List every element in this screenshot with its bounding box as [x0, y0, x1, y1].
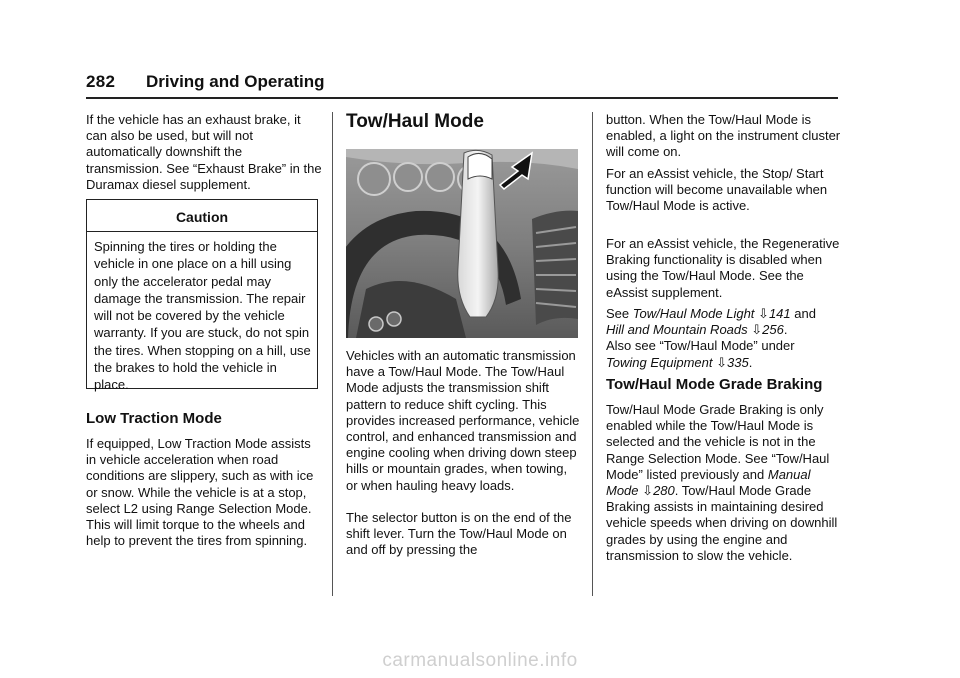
- shift-lever-photo: [346, 149, 578, 338]
- caution-title: Caution: [175, 209, 229, 225]
- page-ref-icon: ⇩: [716, 354, 728, 370]
- grade-braking-heading: Tow/Haul Mode Grade Braking: [606, 376, 823, 393]
- ref-page-280[interactable]: 280: [653, 483, 675, 499]
- grade-braking-text-2: Tow/Haul Mode Grade Braking assists in maintaining desired vehicle speeds when driving on downhill grades by using the engine and transmission to slow the vehicle.: [606, 483, 838, 563]
- page-ref-icon: ⇩: [758, 306, 769, 321]
- grade-braking-paragraph: Tow/Haul Mode Grade Braking is only enabled while the Tow/Haul Mode is selected and the vehicle is not in the Range Selection Mode. See “Tow/Haul Mode” listed previously and Manual Mode ⇩280. Tow/Haul Mode Grade Braking assists in maintaining desired vehicle speeds when driving on downhill grades by using the engine and transmission to slow the vehicle.: [606, 402, 838, 563]
- ref-page-141[interactable]: 141: [768, 306, 791, 321]
- eassist-stop-start-paragraph: For an eAssist vehicle, the Stop/ Start function will become unavailable when Tow/Haul Mode is active.: [606, 166, 828, 214]
- ref-tow-haul-mode-light-link[interactable]: Tow/Haul Mode Light: [632, 306, 755, 321]
- ref-page-256[interactable]: 256: [762, 322, 784, 338]
- page-number: 282: [86, 72, 116, 91]
- watermark: carmanualsonline.info: [382, 650, 578, 671]
- ref-manual-mode-link[interactable]: Manual Mode: [606, 466, 811, 499]
- header-rule: [86, 97, 838, 99]
- low-traction-mode-heading: Low Traction Mode: [86, 410, 222, 427]
- tow-haul-paragraph-2: The selector button is on the end of the shift lever. Turn the Tow/Haul Mode on and off by pressing the: [346, 510, 572, 558]
- low-traction-mode-paragraph: If equipped, Low Traction Mode assists in vehicle acceleration when road conditions are slippery, such as with ice or snow. While the vehicle is at a stop, select L2 using Range Selection Mode. This will limit torque to the wheels and help to prevent the tires from spinning.: [86, 436, 314, 549]
- caution-divider: [87, 231, 317, 232]
- page-ref-icon: ⇩: [751, 322, 763, 338]
- ref-towing-equipment-link[interactable]: Towing Equipment: [606, 354, 713, 370]
- exhaust-brake-paragraph: If the vehicle has an exhaust brake, it can also be used, but will not automatically downshift the transmission. See “Exhaust Brake” in the Duramax diesel supplement.: [86, 112, 322, 192]
- tow-haul-mode-heading: Tow/Haul Mode: [346, 111, 484, 132]
- grade-braking-text-1: Tow/Haul Mode Grade Braking is only enabled while the Tow/Haul Mode is selected and the vehicle is not in the Range Selection Mode. See “Tow/Haul Mode” listed previously and: [606, 402, 830, 482]
- ref-hill-mountain-roads-link[interactable]: Hill and Mountain Roads: [606, 322, 748, 338]
- eassist-regen-paragraph: For an eAssist vehicle, the Regenerative Braking functionality is disabled when using the Tow/Haul Mode. See the eAssist supplement.: [606, 236, 840, 300]
- see-also-paragraph: See Tow/Haul Mode Light ⇩141 and Hill and Mountain Roads ⇩256. Also see “Tow/Haul Mode” under Towing Equipment ⇩335.: [606, 306, 816, 370]
- ref-page-335[interactable]: 335: [727, 354, 749, 370]
- page-ref-icon: ⇩: [642, 483, 654, 499]
- and-word: and: [794, 306, 816, 321]
- section-title: Driving and Operating: [146, 72, 325, 91]
- tow-haul-paragraph-1: Vehicles with an automatic transmission have a Tow/Haul Mode. The Tow/Haul Mode adjusts the transmission shift pattern to reduce shift cycling. This provides increased performance, vehicle control, and enhanced transmission and engine cooling when driving down steep hills or mountain grades, when towing, or when hauling heavy loads.: [346, 348, 580, 493]
- column-divider-right: [592, 112, 593, 596]
- caution-box: [86, 199, 318, 393]
- also-see-text: Also see “Tow/Haul Mode” under: [606, 338, 795, 354]
- column-divider-left: [332, 112, 333, 596]
- caution-text: Spinning the tires or holding the vehicle in one place on a hill using only the accelerator pedal may damage the transmission. The repair will not be covered by the vehicle warranty. If you are stuck, do not spin the tires. When stopping on a hill, use the brakes to hold the vehicle in place.: [94, 239, 311, 393]
- see-prefix: See: [606, 306, 630, 321]
- tow-haul-light-paragraph: button. When the Tow/Haul Mode is enabled, a light on the instrument cluster will come on.: [606, 112, 841, 160]
